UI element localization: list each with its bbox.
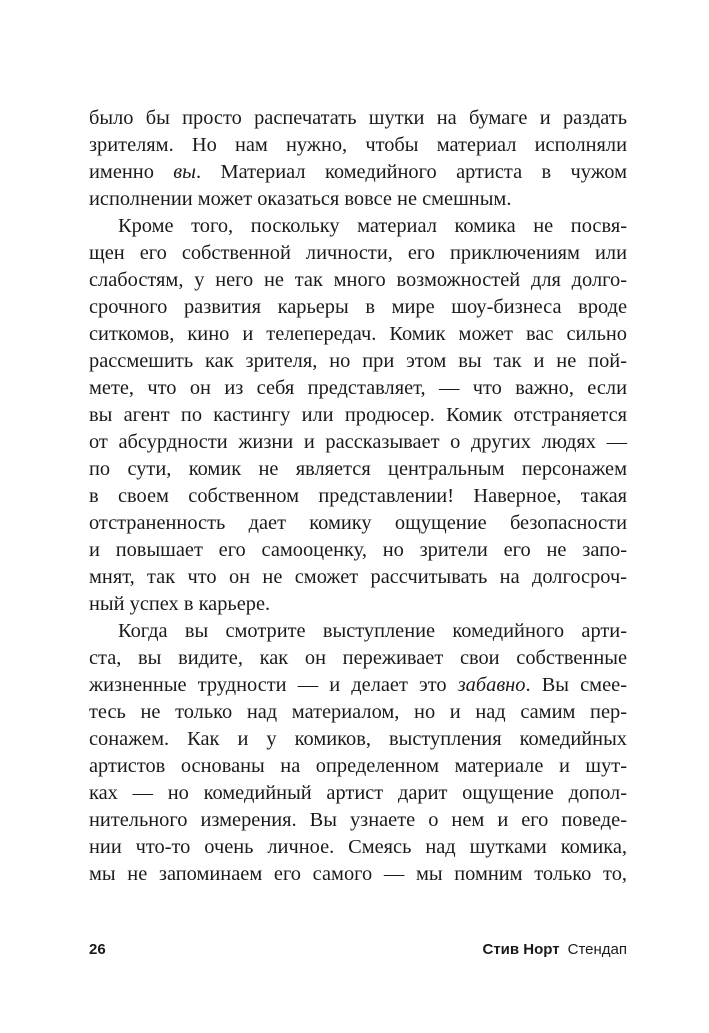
text-line: артистов основаны на определенном материале и шут- bbox=[89, 755, 627, 777]
text-line: мете, что он из себя представляет, — что важно, если bbox=[89, 377, 627, 399]
page-number: 26 bbox=[89, 941, 106, 958]
text-line: нии что-то очень личное. Смеясь над шутками комика, bbox=[89, 836, 627, 858]
text-line: именно вы. Материал комедийного артиста в чужом bbox=[89, 161, 628, 183]
text-line: от абсурдности жизни и рассказывает о других людях — bbox=[89, 431, 627, 453]
text-line: тесь не только над материалом, но и над самим пер- bbox=[89, 701, 627, 723]
text-line: мы не запоминаем его самого — мы помним только то, bbox=[89, 863, 627, 885]
paragraph-start-line: Кроме того, поскольку материал комика не посвя- bbox=[118, 215, 627, 237]
text-line: жизненные трудности — и делает это забавно. Вы смее- bbox=[89, 674, 627, 696]
author-name: Стив Норт bbox=[482, 941, 560, 958]
page-footer bbox=[89, 938, 627, 962]
text-line: и повышает его самооценку, но зрители его не запо- bbox=[89, 539, 627, 561]
text-line: ный успех в карьере. bbox=[89, 593, 271, 615]
text-line: было бы просто распечатать шутки на бумаге и раздать bbox=[89, 107, 627, 129]
text-line: зрителям. Но нам нужно, чтобы материал исполняли bbox=[89, 134, 627, 156]
text-line: ста, вы видите, как он переживает свои собственные bbox=[89, 647, 627, 669]
text-line: щен его собственной личности, его приключениям или bbox=[89, 242, 627, 264]
text-line: рассмешить как зрителя, но при этом вы так и не пой- bbox=[89, 350, 627, 372]
text-line: по сути, комик не является центральным персонажем bbox=[89, 458, 627, 480]
text-line: исполнении может оказаться вовсе не смешным. bbox=[89, 188, 512, 210]
text-line: слабостям, у него не так много возможностей для долго- bbox=[89, 269, 627, 291]
text-line: отстраненность дает комику ощущение безопасности bbox=[89, 512, 627, 534]
text-line: срочного развития карьеры в мире шоу-бизнеса вроде bbox=[89, 296, 627, 318]
text-line: нительного измерения. Вы узнаете о нем и его поведе- bbox=[89, 809, 627, 831]
emphasis: забавно bbox=[457, 674, 526, 696]
running-head bbox=[483, 938, 628, 962]
book-title: Стендап bbox=[567, 941, 627, 958]
paragraph-start-line: Когда вы смотрите выступление комедийного арти- bbox=[118, 620, 627, 642]
text-line: ках — но комедийный артист дарит ощущение допол- bbox=[89, 782, 627, 804]
text-line: вы агент по кастингу или продюсер. Комик отстраняется bbox=[89, 404, 627, 426]
text-line: ситкомов, кино и телепередач. Комик может вас сильно bbox=[89, 323, 627, 345]
text-line: мнят, так что он не сможет рассчитывать на долгосроч- bbox=[89, 566, 627, 588]
text-line: в своем собственном представлении! Наверное, такая bbox=[89, 485, 627, 507]
body-text bbox=[89, 105, 627, 888]
text-line: сонажем. Как и у комиков, выступления комедийных bbox=[89, 728, 627, 750]
emphasis: вы bbox=[173, 161, 196, 183]
